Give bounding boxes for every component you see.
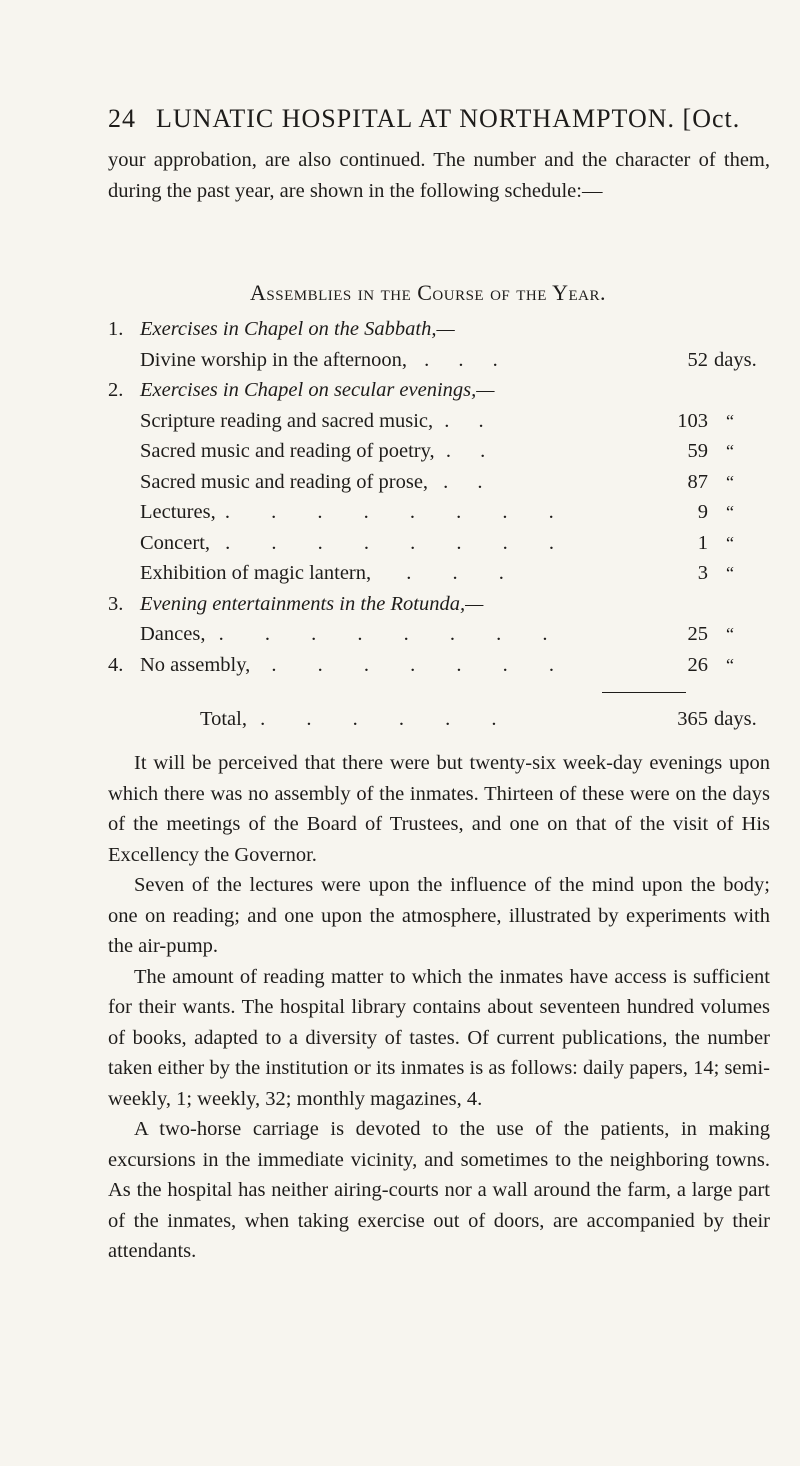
leader-dots: . . bbox=[445, 440, 498, 462]
item-value: 52 bbox=[687, 348, 708, 371]
schedule-item-row bbox=[108, 528, 770, 559]
leader-dots: . . bbox=[443, 470, 495, 493]
item-label: Sacred music and reading of prose, bbox=[140, 470, 429, 493]
item-label: No assembly, bbox=[140, 653, 251, 676]
leader-dots: . . . . . . . . bbox=[224, 501, 572, 523]
item-label: Lectures, bbox=[140, 501, 216, 523]
item-label: Scripture reading and sacred music, bbox=[140, 409, 434, 432]
section-heading-row bbox=[108, 314, 770, 345]
leader-dots: . . . . . . . . bbox=[225, 531, 573, 554]
page-number: 24 bbox=[108, 104, 136, 133]
ditto-mark: “ bbox=[726, 624, 734, 644]
intro-paragraph bbox=[108, 145, 770, 206]
schedule-item-row bbox=[108, 497, 770, 528]
item-label: Dances, bbox=[140, 623, 206, 645]
total-row bbox=[108, 704, 770, 735]
schedule-item-row bbox=[108, 467, 770, 498]
schedule-item-row bbox=[108, 345, 770, 376]
total-value: 365 bbox=[677, 708, 708, 730]
intro-text: your approbation, are also continued. The number and the character of them, during the past year, are shown in the following schedule:— bbox=[108, 149, 770, 202]
total-unit: days. bbox=[714, 708, 757, 730]
item-label: Exhibition of magic lantern, bbox=[140, 562, 372, 584]
total-rule bbox=[602, 692, 686, 693]
running-title: LUNATIC HOSPITAL AT NORTHAMPTON. bbox=[156, 104, 676, 133]
item-value: 59 bbox=[687, 440, 708, 462]
section-number: 3. bbox=[108, 592, 124, 615]
leader-dots: . . bbox=[444, 409, 496, 432]
total-label: Total, bbox=[200, 708, 247, 730]
section-number: 2. bbox=[108, 379, 124, 401]
paragraph: A two-horse carriage is devoted to the use of the patients, in making excursions in the immediate vicinity, and sometimes to the neighboring towns. As the hospital has neither airing-courts nor a wall around the farm, a large part of the inmates, when taking exercise out of doors, are accompanied by their attendants. bbox=[108, 1118, 770, 1262]
item-label: Divine worship in the afternoon, bbox=[140, 348, 408, 371]
item-label: Concert, bbox=[140, 531, 211, 554]
item-value: 26 bbox=[687, 653, 708, 676]
paragraph: Seven of the lectures were upon the influence of the mind upon the body; one on reading; and one upon the atmosphere, illustrated by experiments with the air-pump. bbox=[108, 874, 770, 957]
section-heading-row bbox=[108, 375, 770, 406]
schedule-item-row bbox=[108, 619, 770, 650]
ditto-mark: “ bbox=[726, 410, 734, 431]
leader-dots: . . . bbox=[424, 348, 510, 371]
schedule-title: Assemblies in the Course of the Year. bbox=[250, 280, 606, 305]
item-unit: days. bbox=[714, 348, 757, 371]
ditto-mark: “ bbox=[726, 441, 734, 461]
schedule-item-row bbox=[108, 436, 770, 467]
running-date: [Oct. bbox=[682, 104, 741, 133]
schedule-item-row bbox=[108, 650, 770, 681]
item-value: 9 bbox=[697, 501, 708, 523]
leader-dots: . . . . . . . . bbox=[218, 623, 566, 645]
item-label: Sacred music and reading of poetry, bbox=[140, 440, 435, 462]
paragraph: It will be perceived that there were but twenty-six week-day evenings upon which there was no assembly of the inmates. Thirteen of these were on the days of the meetings of the Board of Trustees, and one on that of the visit of His Excellency the Governor. bbox=[108, 752, 770, 866]
leader-dots: . . . . . . . bbox=[271, 653, 573, 676]
ditto-mark: “ bbox=[726, 532, 734, 553]
ditto-mark: “ bbox=[726, 654, 734, 675]
item-value: 3 bbox=[697, 562, 708, 584]
total-rule-row bbox=[108, 680, 770, 704]
section-heading-row bbox=[108, 589, 770, 620]
ditto-mark: “ bbox=[726, 471, 734, 492]
paragraph: The amount of reading matter to which the inmates have access is sufficient for their wants. The hospital library contains about seventeen hundred volumes of books, adapted to a diversity of tastes. Of current publications, the number taken either by the institution or its inmates is as follows: daily papers, 14; semi-weekly, 1; weekly, 32; monthly magazines, 4. bbox=[108, 965, 770, 1110]
item-value: 25 bbox=[687, 623, 708, 645]
section-heading: Exercises in Chapel on secular evenings,— bbox=[140, 379, 495, 401]
running-head bbox=[108, 104, 768, 134]
section-number: 1. bbox=[108, 318, 124, 340]
section-heading: Evening entertainments in the Rotunda,— bbox=[140, 592, 484, 615]
assemblies-schedule bbox=[108, 314, 770, 735]
leader-dots: . . . . . . bbox=[260, 708, 515, 730]
section-number: 4. bbox=[108, 653, 124, 676]
section-heading: Exercises in Chapel on the Sabbath,— bbox=[140, 318, 455, 340]
ditto-mark: “ bbox=[726, 502, 734, 522]
body-text bbox=[108, 748, 770, 1267]
item-value: 87 bbox=[687, 470, 708, 493]
leader-dots: . . . bbox=[406, 562, 522, 584]
schedule-item-row bbox=[108, 558, 770, 589]
item-value: 1 bbox=[697, 531, 708, 554]
ditto-mark: “ bbox=[726, 563, 734, 583]
schedule-item-row bbox=[108, 406, 770, 437]
item-value: 103 bbox=[677, 409, 708, 432]
